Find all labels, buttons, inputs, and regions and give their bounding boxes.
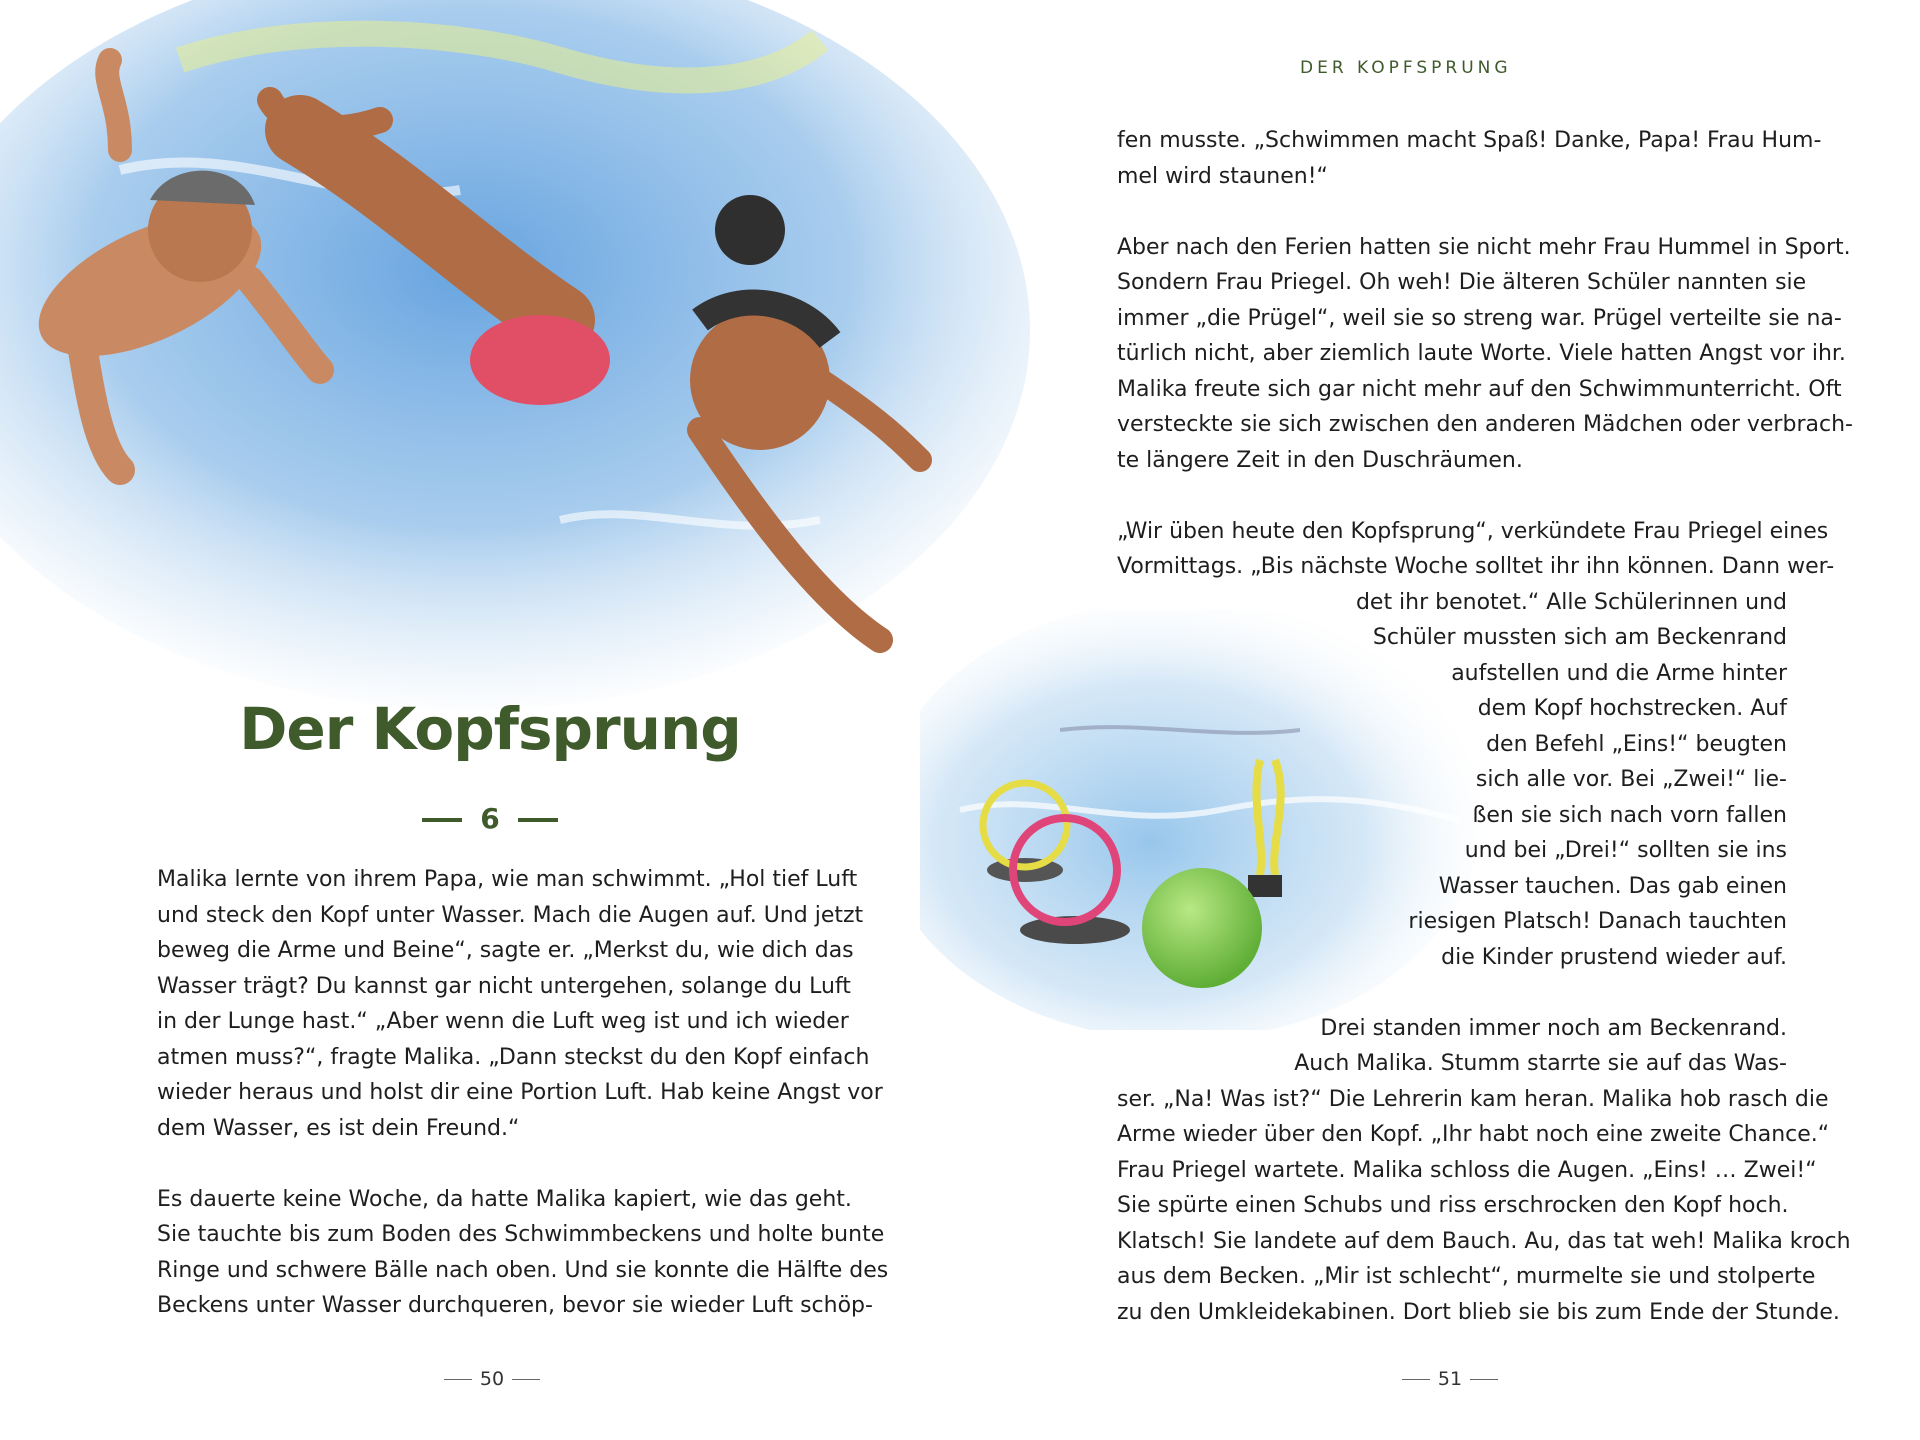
folio-rule xyxy=(512,1379,540,1380)
text-line: Sondern Frau Priegel. Oh weh! Die älteren Schüler nannten sie xyxy=(1117,270,1807,295)
text-line: dem Wasser, es ist dein Freund.“ xyxy=(157,1115,520,1141)
text-line: „Wir üben heute den Kopfsprung“, verkündete Frau Priegel eines xyxy=(1117,518,1829,544)
text-line: Es dauerte keine Woche, da hatte Malika kapiert, wie das geht. xyxy=(157,1186,852,1212)
text-line: Auch Malika. Stumm starrte sie auf das Was- xyxy=(1294,1051,1787,1076)
folio-rule xyxy=(1402,1379,1430,1380)
text-line: ser. „Na! Was ist?“ Die Lehrerin kam heran. Malika hob rasch die xyxy=(1117,1086,1829,1112)
text-line: Arme wieder über den Kopf. „Ihr habt noch eine zweite Chance.“ xyxy=(1117,1122,1830,1147)
text-line: te längere Zeit in den Duschräumen. xyxy=(1117,447,1523,473)
text-line: det ihr benotet.“ Alle Schülerinnen und xyxy=(1355,589,1787,615)
folio-rule xyxy=(1470,1379,1498,1380)
text-line: Wasser trägt? Du kannst gar nicht untergehen, solange du Luft xyxy=(157,973,851,999)
paragraph-gap xyxy=(1117,478,1787,514)
text-line: Aber nach den Ferien hatten sie nicht mehr Frau Hummel in Sport. xyxy=(1117,234,1851,260)
chapter-number-dash-left xyxy=(422,818,462,822)
text-line: wieder heraus und holst dir eine Portion Luft. Hab keine Angst vor xyxy=(157,1080,883,1105)
page-number-right-value: 51 xyxy=(1437,1368,1463,1390)
text-line: und steck den Kopf unter Wasser. Mach die Augen auf. Und jetzt xyxy=(157,902,864,928)
text-line: zu den Umkleidekabinen. Dort blieb sie bis zum Ende der Stunde. xyxy=(1117,1299,1840,1325)
text-line: aus dem Becken. „Mir ist schlecht“, murmelte sie und stolperte xyxy=(1117,1264,1816,1289)
text-line: und bei „Drei!“ sollten sie ins xyxy=(1464,838,1787,863)
text-line: Schüler mussten sich am Beckenrand xyxy=(1372,625,1787,650)
text-line: in der Lunge hast.“ „Aber wenn die Luft weg ist und ich wieder xyxy=(157,1009,849,1034)
text-line: Malika freute sich gar nicht mehr auf den Schwimmunterricht. Oft xyxy=(1117,376,1842,402)
chapter-number-dash-right xyxy=(518,818,558,822)
paragraph-gap xyxy=(157,1146,827,1182)
text-line: versteckte sie sich zwischen den anderen Mädchen oder verbrach- xyxy=(1117,412,1853,437)
page-number-left xyxy=(432,1368,552,1390)
text-line: Vormittags. „Bis nächste Woche solltet ihr ihn können. Dann wer- xyxy=(1117,554,1835,579)
text-line: Frau Priegel wartete. Malika schloss die Augen. „Eins! … Zwei!“ xyxy=(1117,1157,1817,1183)
text-line: aufstellen und die Arme hinter xyxy=(1451,660,1787,686)
text-line: atmen muss?“, fragte Malika. „Dann steckst du den Kopf einfach xyxy=(157,1044,870,1070)
paragraph-gap xyxy=(1117,975,1787,1011)
chapter-number-value: 6 xyxy=(480,802,500,835)
text-line: Drei standen immer noch am Beckenrand. xyxy=(1320,1015,1787,1041)
text-line: Sie spürte einen Schubs und riss erschrocken den Kopf hoch. xyxy=(1117,1193,1789,1218)
text-line: Sie tauchte bis zum Boden des Schwimmbeckens und holte bunte xyxy=(157,1222,885,1247)
paragraph-gap xyxy=(1117,194,1787,230)
text-line: riesigen Platsch! Danach tauchten xyxy=(1408,909,1787,934)
text-line: fen musste. „Schwimmen macht Spaß! Danke, Papa! Frau Hum- xyxy=(1117,128,1822,153)
text-line: Ringe und schwere Bälle nach oben. Und sie konnte die Hälfte des xyxy=(157,1257,889,1283)
folio-rule xyxy=(444,1379,472,1380)
text-line: Klatsch! Sie landete auf dem Bauch. Au, das tat weh! Malika kroch xyxy=(1117,1228,1851,1254)
text-line: den Befehl „Eins!“ beugten xyxy=(1486,731,1787,757)
text-line: sich alle vor. Bei „Zwei!“ lie- xyxy=(1475,767,1787,792)
page-number-left-value: 50 xyxy=(479,1368,505,1390)
text-line: immer „die Prügel“, weil sie so streng war. Prügel verteilte sie na- xyxy=(1117,305,1842,331)
text-line: ßen sie sich nach vorn fallen xyxy=(1472,802,1787,828)
text-line: dem Kopf hochstrecken. Auf xyxy=(1477,696,1787,721)
text-line: Beckens unter Wasser durchqueren, bevor sie wieder Luft schöp- xyxy=(157,1293,873,1318)
text-line: türlich nicht, aber ziemlich laute Worte. Viele hatten Angst vor ihr. xyxy=(1117,341,1846,366)
text-line: Wasser tauchen. Das gab einen xyxy=(1438,873,1787,899)
running-head: DER KOPFSPRUNG xyxy=(1300,58,1512,78)
chapter-number xyxy=(160,802,820,835)
text-line: Malika lernte von ihrem Papa, wie man schwimmt. „Hol tief Luft xyxy=(157,867,858,892)
chapter-title: Der Kopfsprung xyxy=(239,695,741,763)
left-page-text xyxy=(157,862,889,1324)
text-line: die Kinder prustend wieder auf. xyxy=(1441,944,1787,970)
right-page-text xyxy=(1117,123,1853,1330)
page-number-right xyxy=(1390,1368,1510,1390)
text-line: mel wird staunen!“ xyxy=(1117,163,1328,189)
text-line: beweg die Arme und Beine“, sagte er. „Merkst du, wie dich das xyxy=(157,938,854,963)
